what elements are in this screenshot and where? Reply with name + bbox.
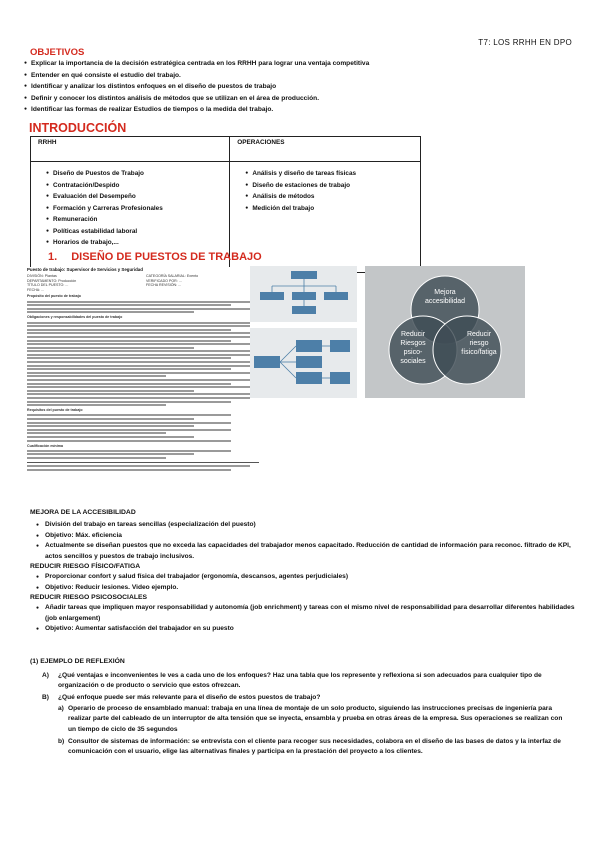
page-header: T7: LOS RRHH EN DPO: [478, 38, 572, 47]
question-label: B): [42, 694, 49, 701]
fisico-heading: REDUCIR RIESGO FÍSICO/FATIGA: [30, 563, 141, 570]
list-item: ● Políticas estabilidad laboral: [46, 226, 222, 238]
job-description-image: [27, 267, 259, 501]
question-label: A): [42, 672, 49, 679]
table-header-rrhh: RRHH: [31, 137, 230, 162]
objetivos-heading: OBJETIVOS: [30, 47, 85, 58]
list-item: ● Medición del trabajo: [245, 203, 413, 215]
doc-line: VERIFICADO POR: ...: [146, 278, 182, 283]
list-item: ● División del trabajo en tareas sencillas (especialización del puesto): [34, 520, 575, 531]
list-item: ● Objetivo: Máx. eficiencia: [34, 531, 575, 542]
list-item: ● Explicar la importancia de la decisión estratégica centrada en los RRHH para lograr una ventaja competitiva: [24, 58, 369, 70]
section-title: DISEÑO DE PUESTOS DE TRABAJO: [71, 251, 262, 263]
doc-section: Propósito del puesto de trabajo: [27, 294, 81, 299]
list-item: ● Identificar las formas de realizar Estudios de tiempos o la medida del trabajo.: [24, 104, 369, 116]
option-label: a): [58, 705, 64, 712]
list-item: ● Añadir tareas que impliquen mayor responsabilidad y autonomía (job enrichment) y tareas con el mismo nivel de responsabilidad para desarrollar diferentes habilidades (job enlargement): [34, 603, 575, 624]
doc-line: FECHA: ...: [27, 287, 45, 292]
question-text: ¿Qué enfoque puede ser más relevante para el diseño de estos puestos de trabajo?: [58, 694, 321, 701]
list-item: ● Análisis de métodos: [245, 191, 413, 203]
venn-label-right: Reducir riesgo físico/fatiga: [461, 331, 497, 356]
ejemplo-heading: (1) EJEMPLO DE REFLEXIÓN: [30, 658, 125, 665]
introduccion-heading: INTRODUCCIÓN: [29, 121, 127, 135]
option-label: b): [58, 738, 65, 745]
section-number: 1.: [48, 251, 58, 263]
option-a: [58, 704, 568, 735]
doc-section: Requisitos del puesto de trabajo: [27, 408, 83, 413]
doc-title: Puesto de trabajo: Supervisor de Servicios y Seguridad: [27, 267, 143, 272]
option-b: [58, 737, 568, 758]
list-item: ● Evaluación del Desempeño: [46, 191, 222, 203]
list-item: ● Diseño de Puestos de Trabajo: [46, 168, 222, 180]
org-chart-image: [250, 266, 357, 322]
doc-line: DIVISIÓN: Plantas: [27, 274, 57, 278]
venn-diagram: [365, 266, 525, 398]
doc-line: TÍTULO DEL PUESTO: ...: [27, 283, 69, 288]
mejora-heading: MEJORA DE LA ACCESIBILIDAD: [30, 509, 136, 516]
list-item: ● Actualmente se diseñan puestos que no exceda las capacidades del trabajador menos capacitado. Reducción de cantidad de información para reconoc. filtrado de KPI, actos sencillos y puestos de trabajo inclusivos.: [34, 541, 575, 562]
list-item: ● Contratación/Despido: [46, 180, 222, 192]
question-text: ¿Qué ventajas e inconvenientes le ves a cada uno de los enfoques? Haz una tabla que los represente y reflexiona si son adecuados para cualquier tipo de organización o de producto o servicio que estos ofrezcan.: [58, 672, 542, 690]
question-a: [42, 671, 572, 692]
list-item: ● Análisis y diseño de tareas físicas: [245, 168, 413, 180]
list-item: ● Objetivo: Aumentar satisfacción del trabajador en su puesto: [34, 624, 575, 635]
doc-line: CATEGORÍA SALARIAL: Exento: [146, 274, 199, 278]
venn-label-left: Reducir Riesgos psico-sociales: [400, 331, 426, 365]
doc-section: Obligaciones y responsabilidades del puesto de trabajo: [27, 315, 123, 320]
table-header-operaciones: OPERACIONES: [230, 137, 421, 162]
mejora-block: [30, 520, 575, 635]
list-item: ● Remuneración: [46, 214, 222, 226]
list-item: ● Horarios de trabajo,...: [46, 237, 222, 249]
list-item: ● Diseño de estaciones de trabajo: [245, 180, 413, 192]
objetivos-list: [24, 58, 369, 116]
doc-section: Cualificación mínima: [27, 443, 63, 448]
process-chart-image: [250, 328, 357, 398]
psico-heading: REDUCIR RIESGO PSICOSOCIALES: [30, 594, 148, 601]
list-item: ● Identificar y analizar los distintos enfoques en el diseño de puestos de trabajo: [24, 81, 369, 93]
list-item: ● Proporcionar confort y salud física del trabajador (ergonomía, descansos, agentes perjudiciales): [34, 572, 575, 583]
option-text: Consultor de sistemas de información: se entrevista con el cliente para recoger sus necesidades, colabora en el diseño de las bases de datos y la interfaz de comunicación con el usuario, elige las alternativas finales y participa en la prestación del proyecto a los clientes.: [68, 738, 561, 756]
list-item: ● Entender en qué consiste el estudio del trabajo.: [24, 70, 369, 82]
doc-line: FECHA REVISIÓN: ...: [146, 283, 182, 288]
list-item: ● Formación y Carreras Profesionales: [46, 203, 222, 215]
list-item: ● Definir y conocer los distintos análisis de métodos que se utilizan en el área de producción.: [24, 93, 369, 105]
venn-label-top: Mejora accesibilidad: [424, 289, 466, 305]
question-b: [42, 693, 572, 703]
option-text: Operario de proceso de ensamblado manual: trabaja en una línea de montaje de un solo producto, siguiendo las instrucciones precisas de ingeniería para realizar parte del cableado de un interruptor de alta tensión que se inyecta, ensambla y prueba en otras áreas de la empresa. Sus operaciones se realizan con un tiempo de ciclo de 35 segundos: [68, 705, 563, 733]
doc-line: DEPARTAMENTO: Producción: [27, 278, 77, 283]
list-item: ● Objetivo: Reducir lesiones. Video ejemplo.: [34, 583, 575, 594]
section-heading: [48, 251, 262, 263]
